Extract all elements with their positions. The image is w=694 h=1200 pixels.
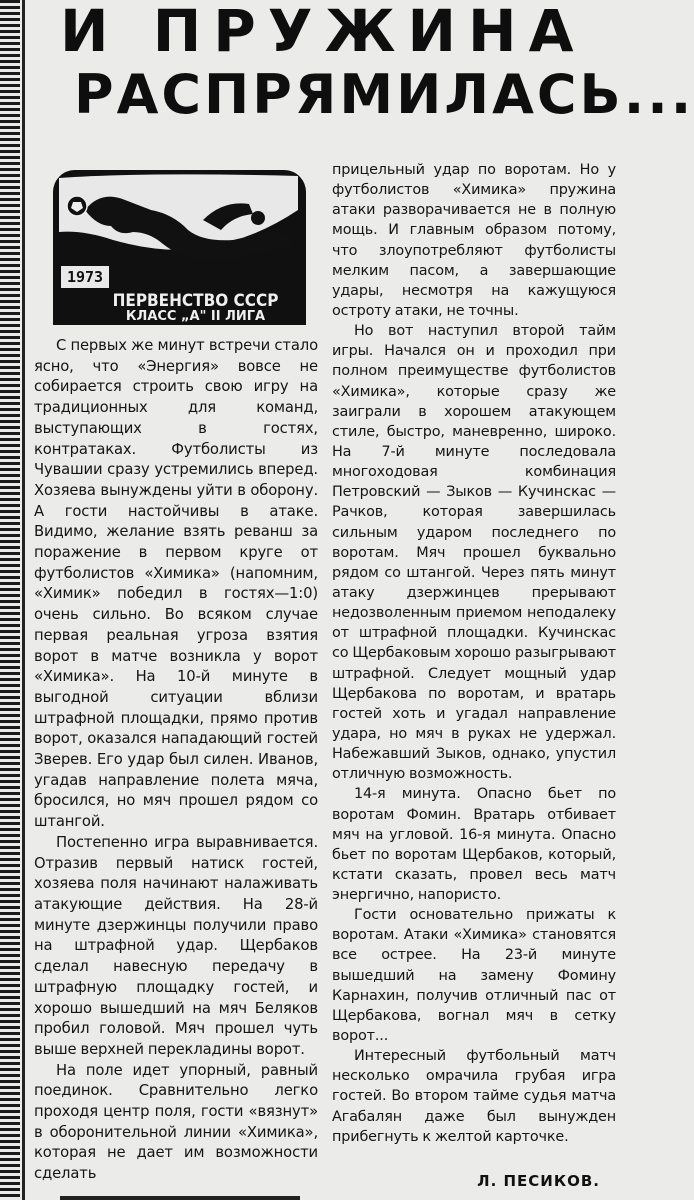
paragraph: Интересный футбольный матч несколько омрачила грубая игра гостей. Во втором тайме судья матча Агабалян даже был вынужден прибегнуть к желтой карточке. xyxy=(332,1048,616,1145)
article-column-left xyxy=(34,336,318,1185)
paragraph: С первых же минут встречи стало ясно, что «Энергия» вовсе не собирается строить свою игру на традиционных для команд, выступающих в гостях, контратаках. Футболисты из Чувашии сразу устремились вперед. Хозяева вынуждены уйти в оборону. А гости настойчивы в атаке. Видимо, желание взять реванш за поражение в первом круге от футболистов «Химика» (напомним, «Химик» победил в гостях—1:0) очень сильно. Во всяком случае первая реальная угроза взятия ворот в матче возникла у ворот «Химика». На 10-й минуте в выгодной ситуации вблизи штрафной площадки, прямо против ворот, оказался нападающий гостей Зверев. Его удар был силен. Иванов, угадав направление полета мяча, бросился, но мяч прошел рядом со штангой. xyxy=(34,337,318,831)
ball-icon xyxy=(65,194,89,218)
column-rule xyxy=(22,0,25,1200)
championship-emblem xyxy=(53,170,306,325)
headline-line-2: РАСПРЯМИЛАСЬ... xyxy=(74,63,694,126)
bottom-rule xyxy=(60,1196,300,1200)
paragraph: На поле идет упорный, равный поединок. Сравнительно легко проходя центр поля, гости «вязнут» в оборонительной линии «Химика», которая не дает им возможности сделать xyxy=(34,1061,318,1183)
emblem-year: 1973 xyxy=(61,266,109,288)
page-edge-pattern xyxy=(0,0,20,1200)
headline xyxy=(60,0,694,126)
paragraph: Гости основательно прижаты к воротам. Атаки «Химика» становятся все острее. На 23-й минуте вышедший на замену Фомину Карнахин, получив отличный пас от Щербакова, вогнал мяч в сетку ворот... xyxy=(332,907,616,1045)
author-byline: Л. ПЕСИКОВ. xyxy=(477,1172,600,1190)
paragraph: прицельный удар по воротам. Но у футболистов «Химика» пружина атаки разворачивается не в полную мощь. И главным образом потому, что злоупотребляют футболисты мелким пасом, а завершающие удары, несмотря на кажущуюся остроту атаки, не точны. xyxy=(332,162,616,319)
paragraph: 14-я минута. Опасно бьет по воротам Фомин. Вратарь отбивает мяч на угловой. 16-я минута. Опасно бьет по воротам Щербаков, который, кстати сказать, провел весь матч энергично, напористо. xyxy=(332,786,616,904)
paragraph: Но вот наступил второй тайм игры. Начался он и проходил при полном преимуществе футболистов «Химика», которые сразу же заиграли в хорошем атакующем стиле, быстро, маневренно, широко. На 7-й минуте последовала многоходовая комбинация Петровский — Зыков — Кучинскас — Рачков, которая завершилась сильным ударом последнего по воротам. Мяч прошел буквально рядом со штангой. Через пять минут атаку дзержинцев прерывают недозволенным приемом неподалеку от штрафной площадки. Кучинскас со Щербаковым хорошо разыгрывают штрафной. Следует мощный удар Щербакова по воротам, и вратарь гостей хоть и угадал направление удара, но мяч в руках не удержал. Набежавший Зыков, однако, упустил отличную возможность. xyxy=(332,323,616,783)
article-column-right xyxy=(332,160,616,1147)
headline-line-1: И ПРУЖИНА xyxy=(60,0,586,65)
emblem-title-line-1: ПЕРВЕНСТВО СССР xyxy=(112,291,279,311)
emblem-title-line-2: КЛАСС „А" II ЛИГА xyxy=(125,309,266,324)
paragraph: Постепенно игра выравнивается. Отразив первый натиск гостей, хозяева поля начинают налаживать атакующие действия. На 28-й минуте дзержинцы получили право на штрафной удар. Щербаков сделал навесную передачу в штрафную площадку гостей, и хорошо вышедший на мяч Беляков пробил головой. Мяч прошел чуть выше верхней перекладины ворот. xyxy=(34,833,318,1058)
